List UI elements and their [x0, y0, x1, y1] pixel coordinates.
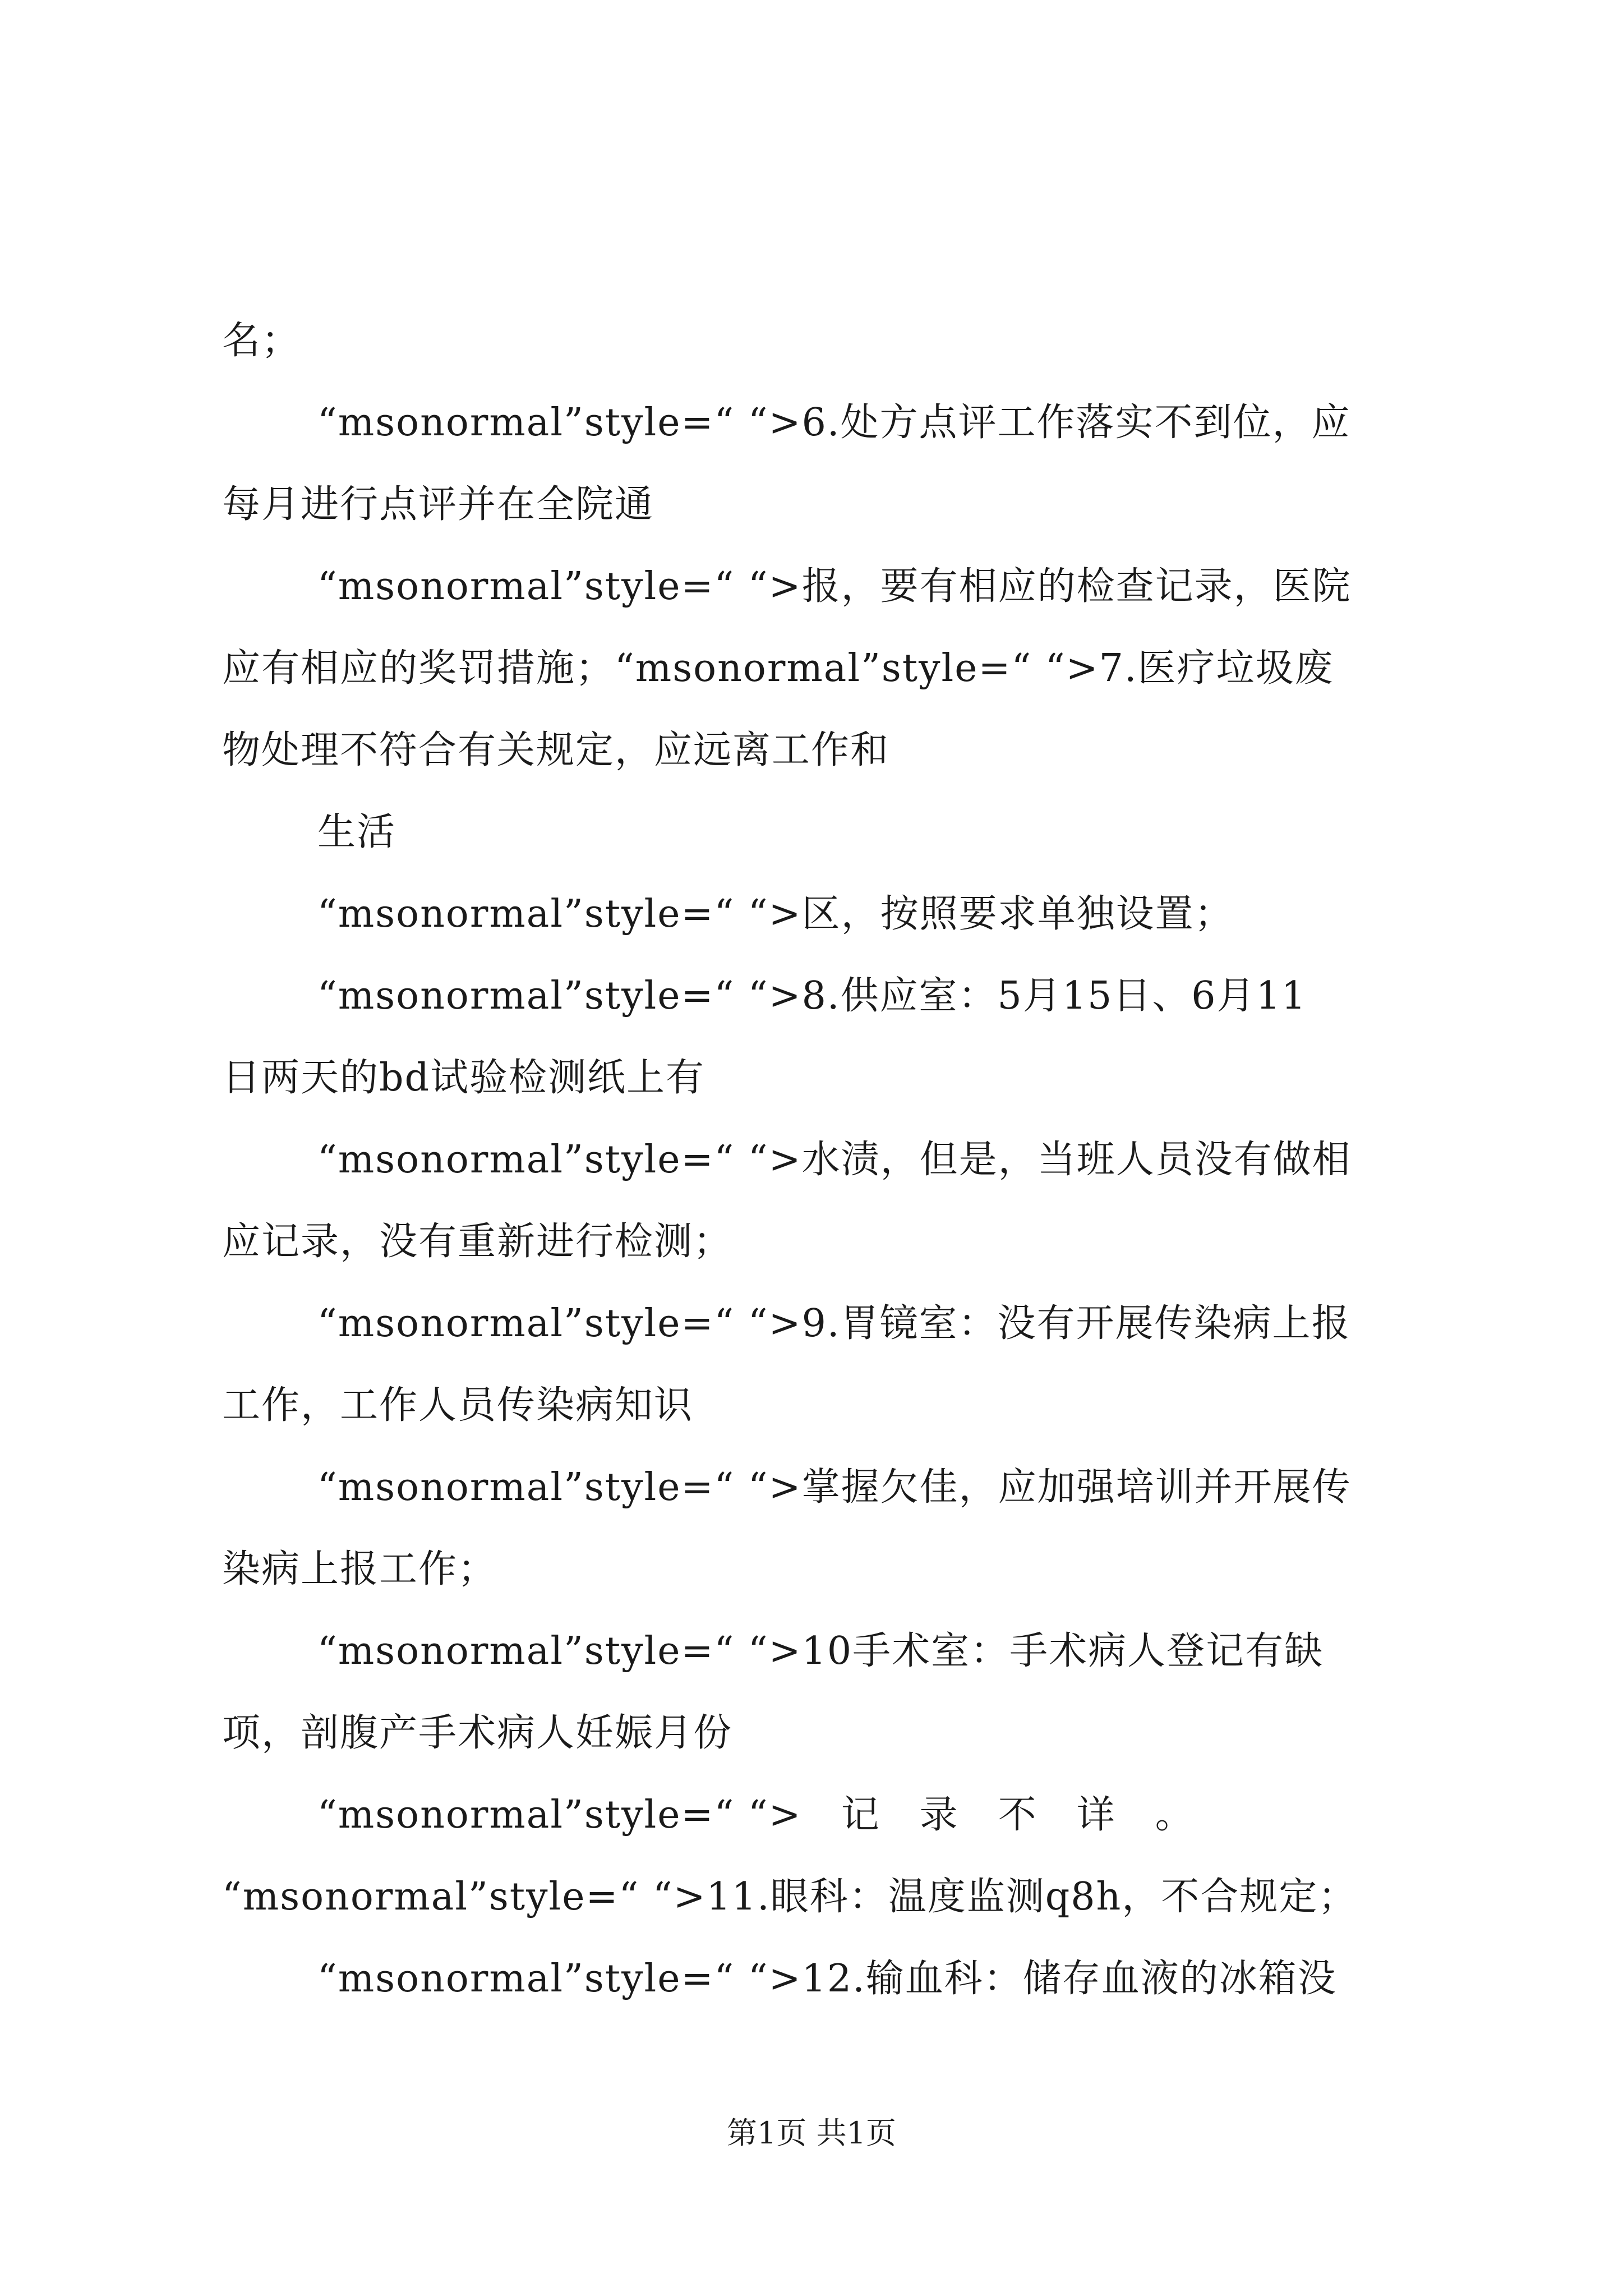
text-line-6: 物处理不符合有关规定，应远离工作和	[222, 728, 890, 772]
text-line-17: “msonormal”style=“ “>10手术室：手术病人登记有缺	[317, 1629, 1324, 1673]
text-line-15: “msonormal”style=“ “>掌握欠佳，应加强培训并开展传	[317, 1465, 1352, 1510]
text-line-10: 日两天的bd试验检测纸上有	[222, 1056, 706, 1100]
text-line-14: 工作，工作人员传染病知识	[222, 1383, 694, 1428]
text-line-4: “msonormal”style=“ “>报，要有相应的检查记录，医院	[317, 564, 1352, 609]
text-line-7: 生活	[317, 810, 396, 854]
text-line-8: “msonormal”style=“ “>区，按照要求单独设置；	[317, 892, 1234, 936]
text-line-1: 名；	[222, 319, 301, 363]
text-line-11: “msonormal”style=“ “>水渍，但是，当班人员没有做相	[317, 1138, 1352, 1182]
text-line-12: 应记录，没有重新进行检测；	[222, 1220, 733, 1264]
document-body	[222, 300, 1422, 2020]
text-line-2: “msonormal”style=“ “>6.处方点评工作落实不到位，应	[317, 401, 1351, 445]
text-line-19: “msonormal”style=“ “> 记 录 不 详 。	[317, 1793, 1195, 1837]
page-footer: 第1页 共1页	[727, 2115, 896, 2151]
text-line-5: 应有相应的奖罚措施；“msonormal”style=“ “>7.医疗垃圾废	[222, 646, 1334, 691]
text-line-20: “msonormal”style=“ “>11.眼科：温度监测q8h，不合规定；	[222, 1875, 1358, 1919]
text-line-3: 每月进行点评并在全院通	[222, 482, 654, 527]
text-line-9: “msonormal”style=“ “>8.供应室：5月15日、6月11	[317, 974, 1307, 1018]
text-line-16: 染病上报工作；	[222, 1547, 497, 1591]
text-line-13: “msonormal”style=“ “>9.胃镜室：没有开展传染病上报	[317, 1301, 1351, 1346]
text-line-18: 项，剖腹产手术病人妊娠月份	[222, 1711, 733, 1755]
text-line-21: “msonormal”style=“ “>12.输血科：储存血液的冰箱没	[317, 1957, 1337, 2001]
